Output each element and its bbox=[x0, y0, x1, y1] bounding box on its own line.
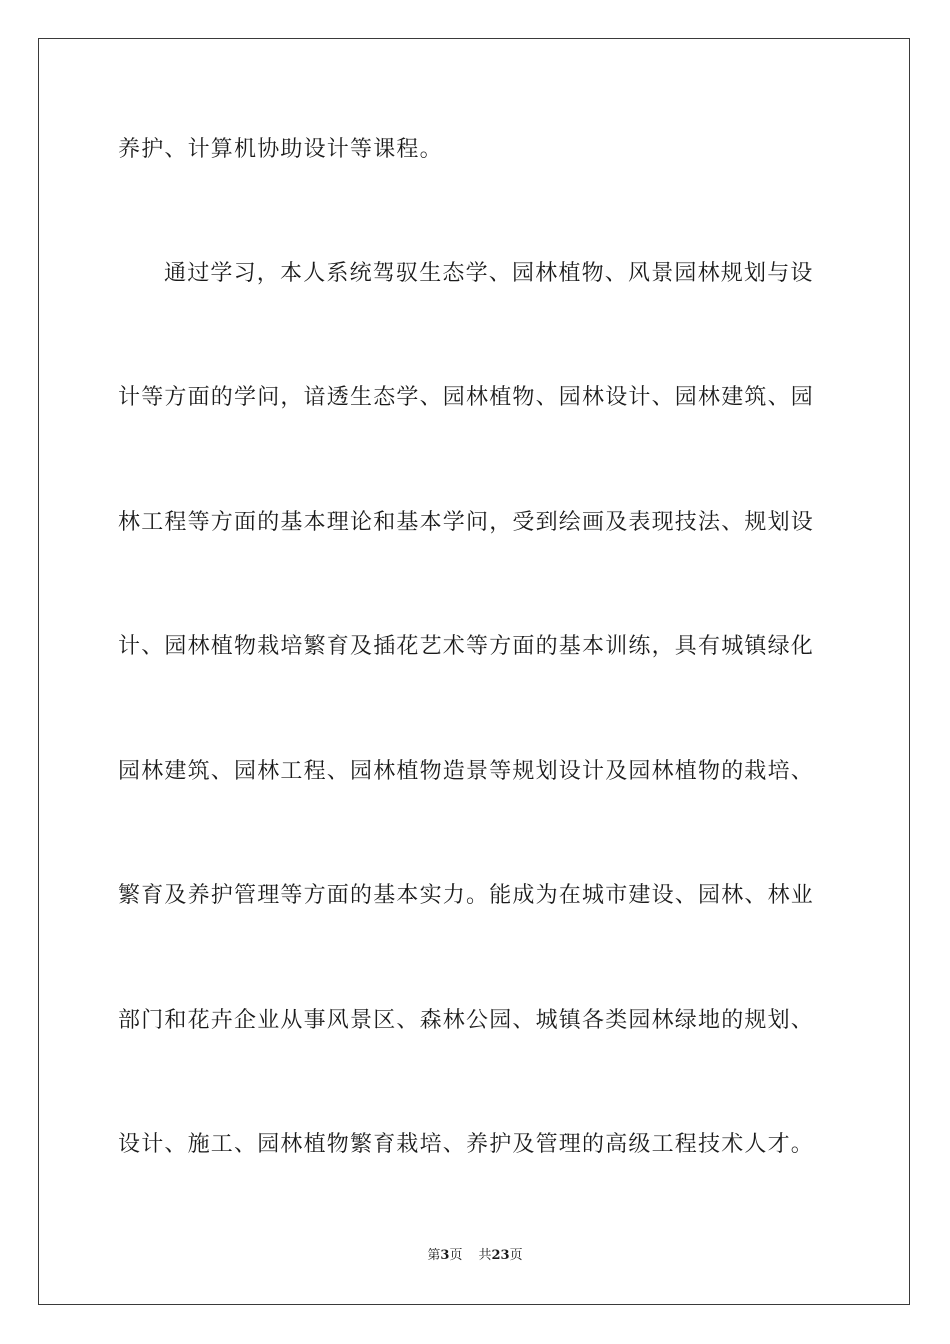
page-footer bbox=[0, 1246, 950, 1266]
page-suffix: 页 bbox=[449, 1248, 463, 1263]
body-text-line: 通过学习，本人系统驾驭生态学、园林植物、风景园林规划与设 bbox=[164, 261, 814, 286]
body-text-line: 园林建筑、园林工程、园林植物造景等规划设计及园林植物的栽培、 bbox=[118, 759, 815, 784]
page-number: 3 bbox=[440, 1248, 450, 1263]
page-border bbox=[38, 38, 910, 1305]
body-text-line: 繁育及养护管理等方面的基本实力。能成为在城市建设、园林、林业 bbox=[118, 883, 815, 908]
total-pages: 23 bbox=[491, 1248, 510, 1263]
body-text-line: 设计、施工、园林植物繁育栽培、养护及管理的高级工程技术人才。 bbox=[118, 1132, 815, 1157]
page-prefix: 第 bbox=[427, 1248, 441, 1263]
total-prefix: 共 bbox=[478, 1248, 492, 1263]
body-text-line: 计等方面的学问，谙透生态学、园林植物、园林设计、园林建筑、园 bbox=[118, 385, 815, 410]
body-text-line: 养护、计算机协助设计等课程。 bbox=[118, 137, 443, 162]
body-text-line: 林工程等方面的基本理论和基本学问，受到绘画及表现技法、规划设 bbox=[118, 510, 815, 535]
body-text-line: 部门和花卉企业从事风景区、森林公园、城镇各类园林绿地的规划、 bbox=[118, 1008, 815, 1033]
body-text-line: 计、园林植物栽培繁育及插花艺术等方面的基本训练，具有城镇绿化 bbox=[118, 634, 815, 659]
total-suffix: 页 bbox=[509, 1248, 523, 1263]
